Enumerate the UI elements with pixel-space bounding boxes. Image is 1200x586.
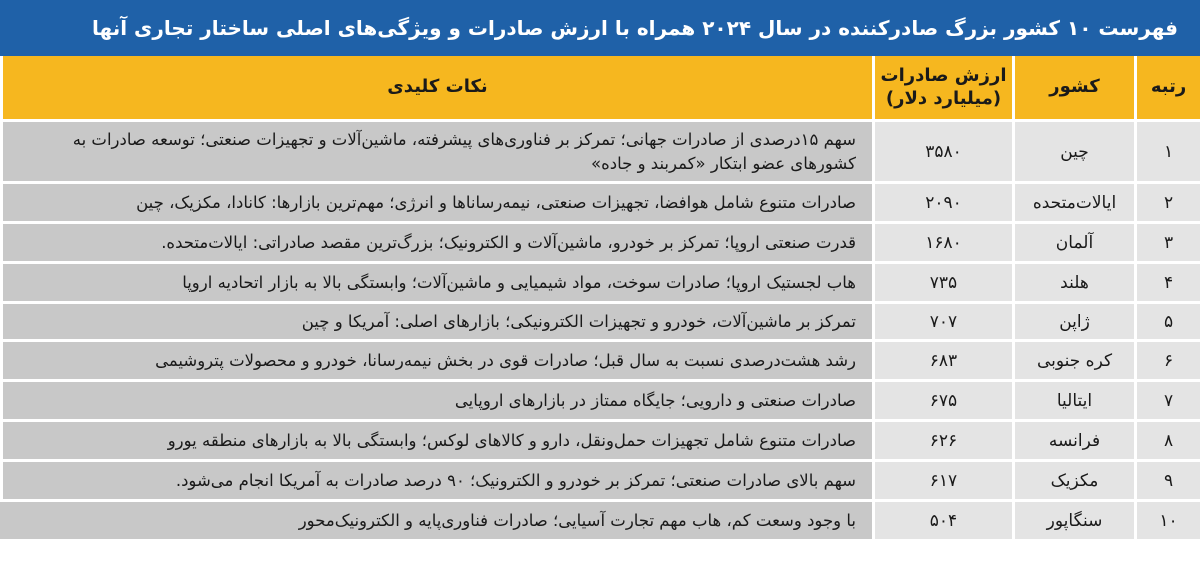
notes-cell: رشد هشت‌درصدی نسبت به سال قبل؛ صادرات قوی در بخش نیمه‌رسانا، خودرو و محصولات پتروشیمی xyxy=(0,342,872,382)
value-cell: ۲۰۹۰ xyxy=(872,184,1012,224)
exports-table xyxy=(0,56,1200,586)
header-country: کشور xyxy=(1012,56,1134,122)
notes-cell: با وجود وسعت کم، هاب مهم تجارت آسیایی؛ صادرات فناوری‌پایه و الکترونیک‌محور xyxy=(0,502,872,542)
country-cell: ایالات‌متحده xyxy=(1012,184,1134,224)
rank-cell: ۳ xyxy=(1134,224,1200,264)
country-cell: هلند xyxy=(1012,264,1134,304)
country-cell: ایتالیا xyxy=(1012,382,1134,422)
country-cell: ژاپن xyxy=(1012,304,1134,342)
header-notes: نکات کلیدی xyxy=(0,56,872,122)
value-cell: ۶۲۶ xyxy=(872,422,1012,462)
notes-cell: هاب لجستیک اروپا؛ صادرات سوخت، مواد شیمیایی و ماشین‌آلات؛ وابستگی بالا به بازار اتحادیه اروپا xyxy=(0,264,872,304)
rank-cell: ۱۰ xyxy=(1134,502,1200,542)
value-cell: ۱۶۸۰ xyxy=(872,224,1012,264)
value-cell: ۵۰۴ xyxy=(872,502,1012,542)
rank-cell: ۲ xyxy=(1134,184,1200,224)
header-value: ارزش صادرات (میلیارد دلار) xyxy=(872,56,1012,122)
country-cell: آلمان xyxy=(1012,224,1134,264)
value-cell: ۶۱۷ xyxy=(872,462,1012,502)
country-cell: مکزیک xyxy=(1012,462,1134,502)
country-cell: سنگاپور xyxy=(1012,502,1134,542)
country-cell: فرانسه xyxy=(1012,422,1134,462)
rank-cell: ۹ xyxy=(1134,462,1200,502)
notes-cell: تمرکز بر ماشین‌آلات، خودرو و تجهیزات الکترونیکی؛ بازارهای اصلی: آمریکا و چین xyxy=(0,304,872,342)
value-cell: ۳۵۸۰ xyxy=(872,122,1012,184)
rank-cell: ۶ xyxy=(1134,342,1200,382)
rank-cell: ۵ xyxy=(1134,304,1200,342)
header-rank: رتبه xyxy=(1134,56,1200,122)
notes-cell: صادرات صنعتی و دارویی؛ جایگاه ممتاز در بازارهای اروپایی xyxy=(0,382,872,422)
value-cell: ۷۰۷ xyxy=(872,304,1012,342)
rank-cell: ۷ xyxy=(1134,382,1200,422)
value-cell: ۷۳۵ xyxy=(872,264,1012,304)
notes-cell: صادرات متنوع شامل هوافضا، تجهیزات صنعتی، نیمه‌رساناها و انرژی؛ مهم‌ترین بازارها: کانادا، مکزیک، چین xyxy=(0,184,872,224)
rank-cell: ۱ xyxy=(1134,122,1200,184)
rank-cell: ۴ xyxy=(1134,264,1200,304)
notes-cell: سهم ۱۵درصدی از صادرات جهانی؛ تمرکز بر فناوری‌های پیشرفته، ماشین‌آلات و تجهیزات صنعتی؛ توسعه صادرات به کشورهای عضو ابتکار «کمربند و جاده» xyxy=(0,122,872,184)
table-title: فهرست ۱۰ کشور بزرگ صادرکننده در سال ۲۰۲۴ همراه با ارزش صادرات و ویژگی‌های اصلی ساختار تجاری آنها xyxy=(0,0,1200,56)
value-cell: ۶۷۵ xyxy=(872,382,1012,422)
rank-cell: ۸ xyxy=(1134,422,1200,462)
notes-cell: قدرت صنعتی اروپا؛ تمرکز بر خودرو، ماشین‌آلات و الکترونیک؛ بزرگ‌ترین مقصد صادراتی: ایالات‌متحده. xyxy=(0,224,872,264)
country-cell: کره جنوبی xyxy=(1012,342,1134,382)
value-cell: ۶۸۳ xyxy=(872,342,1012,382)
country-cell: چین xyxy=(1012,122,1134,184)
notes-cell: صادرات متنوع شامل تجهیزات حمل‌ونقل، دارو و کالاهای لوکس؛ وابستگی بالا به بازارهای منطقه یورو xyxy=(0,422,872,462)
notes-cell: سهم بالای صادرات صنعتی؛ تمرکز بر خودرو و الکترونیک؛ ۹۰ درصد صادرات به آمریکا انجام می‌شود. xyxy=(0,462,872,502)
